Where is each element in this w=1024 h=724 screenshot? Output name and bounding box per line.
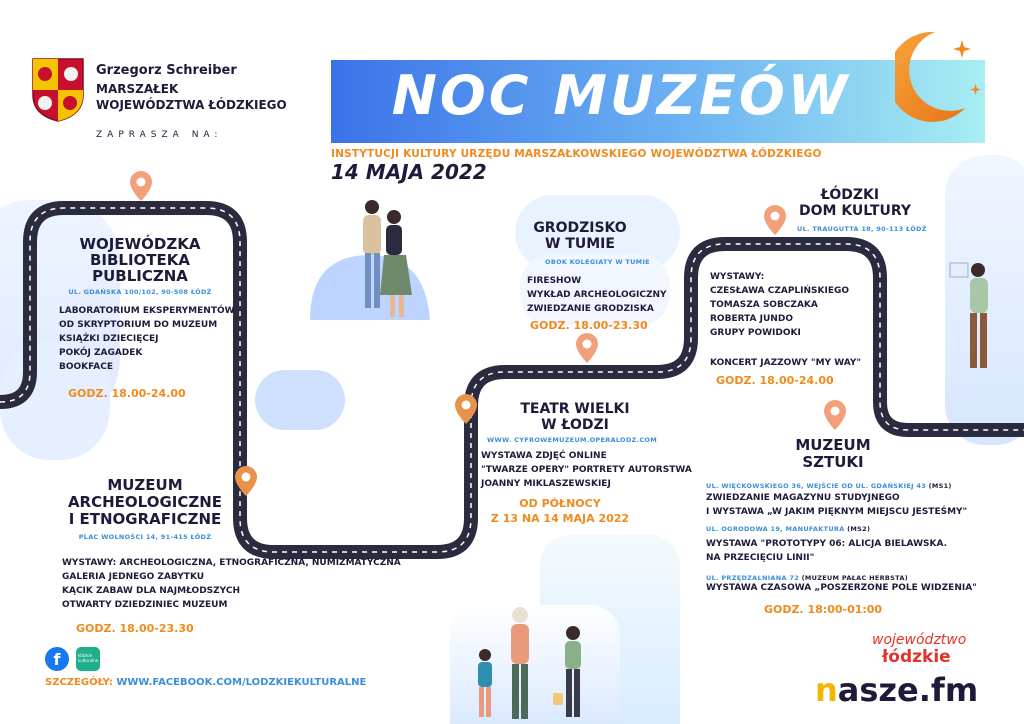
ldk-item: ROBERTA JUNDO xyxy=(710,314,793,324)
grodzisko-address: OBOK KOLEGIATY W TUMIE xyxy=(545,258,650,266)
star-icon xyxy=(953,40,971,58)
wojewodztwo-logo xyxy=(872,633,982,666)
grodzisko-hours: GODZ. 18.00-23.30 xyxy=(530,319,648,332)
nasze-fm-logo-rest: asze.fm xyxy=(837,671,979,709)
facebook-icon[interactable]: f xyxy=(45,647,69,671)
page-title: NOC MUZEÓW xyxy=(391,64,851,127)
ms-address-3-text: UL. PRZĘDZALNIANA 72 xyxy=(706,574,800,582)
ms-tag-3: (MUZEUM PAŁAC HERBSTA) xyxy=(801,574,908,582)
ms-hours: GODZ. 18:00-01:00 xyxy=(764,603,883,616)
wbp-item: LABORATORIUM EKSPERYMENTÓW xyxy=(59,306,235,316)
wbp-item: BOOKFACE xyxy=(59,362,113,372)
subtitle: INSTYTUCJI KULTURY URZĘDU MARSZAŁKOWSKIEGO WOJEWÓDZTWA ŁÓDZKIEGO xyxy=(331,148,822,160)
wbp-address: UL. GDAŃSKA 100/102, 90-508 ŁÓDŹ xyxy=(68,288,212,296)
marshal-name: Grzegorz Schreiber xyxy=(96,63,237,78)
ms-item: ZWIEDZANIE MAGAZYNU STUDYJNEGO xyxy=(706,493,900,503)
archeo-title-2: ARCHEOLOGICZNE xyxy=(67,493,223,511)
grodzisko-item: ZWIEDZANIE GRODZISKA xyxy=(527,304,654,314)
location-pin-icon xyxy=(235,466,257,496)
ms-item: NA PRZECIĘCIU LINII" xyxy=(706,553,815,563)
marshal-role-2: WOJEWÓDZTWA ŁÓDZKIEGO xyxy=(96,98,287,112)
teatr-title-2: W ŁODZI xyxy=(541,417,609,433)
ms-address-2-text: UL. OGRODOWA 19, MANUFAKTURA xyxy=(706,525,845,533)
ms-item: WYSTAWA "PROTOTYPY 06: ALICJA BIELAWSKA. xyxy=(706,539,948,549)
location-pin-icon xyxy=(455,394,477,424)
location-pin-icon xyxy=(576,333,598,363)
teatr-item: JOANNY MIKLASZEWSKIEJ xyxy=(481,479,611,489)
archeo-item: GALERIA JEDNEGO ZABYTKU xyxy=(62,572,205,582)
wbp-hours: GODZ. 18.00-24.00 xyxy=(68,387,186,400)
illustration-family xyxy=(455,595,615,724)
wbp-title-1: WOJEWÓDZKA xyxy=(79,235,201,253)
teatr-address: WWW. CYFROWEMUZEUM.OPERALODZ.COM xyxy=(487,436,658,444)
wbp-item: KSIĄŻKI DZIECIĘCEJ xyxy=(59,334,159,344)
wojewodztwo-logo-line2: łódzkie xyxy=(882,647,951,667)
event-date: 14 MAJA 2022 xyxy=(331,160,487,184)
ms-address-2 xyxy=(706,525,870,533)
illustration-reader xyxy=(945,258,1000,373)
wojewodztwo-logo-line1: województwo xyxy=(872,632,967,648)
wbp-title-3: PUBLICZNA xyxy=(92,267,188,285)
ldk-title-2: DOM KULTURY xyxy=(799,203,911,219)
lodzkie-kulturalne-icon[interactable] xyxy=(76,647,100,671)
grodzisko-item: WYKŁAD ARCHEOLOGICZNY xyxy=(527,290,667,300)
wbp-item: OD SKRYPTORIUM DO MUZEUM xyxy=(59,320,218,330)
ldk-title-1: ŁÓDZKI xyxy=(820,187,880,203)
teatr-hours-2: Z 13 NA 14 MAJA 2022 xyxy=(490,512,630,525)
details-label: SZCZEGÓŁY: xyxy=(45,677,113,688)
details-link[interactable]: WWW.FACEBOOK.COM/LODZKIEKULTURALNE xyxy=(116,677,367,688)
ms-title-1: MUZEUM xyxy=(795,436,871,454)
grodzisko-item: FIRESHOW xyxy=(527,276,582,286)
archeo-item: KĄCIK ZABAW DLA NAJMŁODSZYCH xyxy=(62,586,241,596)
grodzisko-title-1: GRODZISKO xyxy=(533,220,627,236)
teatr-item: "TWARZE OPERY" PORTRETY AUTORSTWA xyxy=(481,465,692,475)
ms-item: WYSTAWA CZASOWA „POSZERZONE POLE WIDZENIA" xyxy=(706,583,977,593)
archeo-title-3: I ETNOGRAFICZNE xyxy=(68,510,222,528)
teatr-item: WYSTAWA ZDJĘĆ ONLINE xyxy=(481,451,607,461)
ldk-concert: KONCERT JAZZOWY "MY WAY" xyxy=(710,358,862,368)
archeo-item: OTWARTY DZIEDZINIEC MUZEUM xyxy=(62,600,228,610)
ldk-hours: GODZ. 18.00-24.00 xyxy=(716,374,834,387)
wbp-item: POKÓJ ZAGADEK xyxy=(59,348,143,358)
archeo-title-1: MUZEUM xyxy=(107,476,183,494)
ms-title-2: SZTUKI xyxy=(802,453,864,471)
wbp-title-2: BIBLIOTEKA xyxy=(89,251,191,269)
location-pin-icon xyxy=(824,400,846,430)
grodzisko-title-2: W TUMIE xyxy=(545,236,615,252)
teatr-title-1: TEATR WIELKI xyxy=(520,401,630,417)
ms-tag-1: (MS1) xyxy=(928,482,952,490)
marshal-role-1: MARSZAŁEK xyxy=(96,82,179,96)
ldk-item: CZESŁAWA CZAPLIŃSKIEGO xyxy=(710,286,850,296)
ldk-item: GRUPY POWIDOKI xyxy=(710,328,801,338)
archeo-hours: GODZ. 18.00-23.30 xyxy=(76,622,194,635)
nasze-fm-logo-n: n xyxy=(815,671,838,709)
ms-tag-2: (MS2) xyxy=(847,525,871,533)
ldk-item: WYSTAWY: xyxy=(710,272,765,282)
details-line xyxy=(45,677,366,688)
nasze-fm-logo xyxy=(815,670,978,710)
archeo-address: PLAC WOLNOŚCI 14, 91-415 ŁÓDŹ xyxy=(78,533,212,541)
teatr-hours-1: OD PÓŁNOCY xyxy=(519,497,601,510)
ms-address-1-text: UL. WIĘCKOWSKIEGO 36, WEJŚCIE OD UL. GDAŃSKIEJ 43 xyxy=(706,482,927,490)
ldk-item: TOMASZA SOBCZAKA xyxy=(710,300,818,310)
lodzkie-kulturalne-label: łódzkie kulturalne xyxy=(78,653,99,663)
coat-of-arms-icon xyxy=(31,57,85,123)
invites-label: ZAPRASZA NA: xyxy=(96,130,223,140)
ms-address-1 xyxy=(706,482,952,490)
illustration-couple xyxy=(300,195,440,325)
ms-item: I WYSTAWA „W JAKIM PIĘKNYM MIEJSCU JESTEŚMY" xyxy=(706,507,968,517)
archeo-item: WYSTAWY: ARCHEOLOGICZNA, ETNOGRAFICZNA, NUMIZMATYCZNA xyxy=(62,558,401,568)
star-icon xyxy=(970,80,981,91)
ldk-address: UL. TRAUGUTTA 18, 90-113 ŁÓDŹ xyxy=(797,225,927,233)
location-pin-icon xyxy=(130,171,152,201)
